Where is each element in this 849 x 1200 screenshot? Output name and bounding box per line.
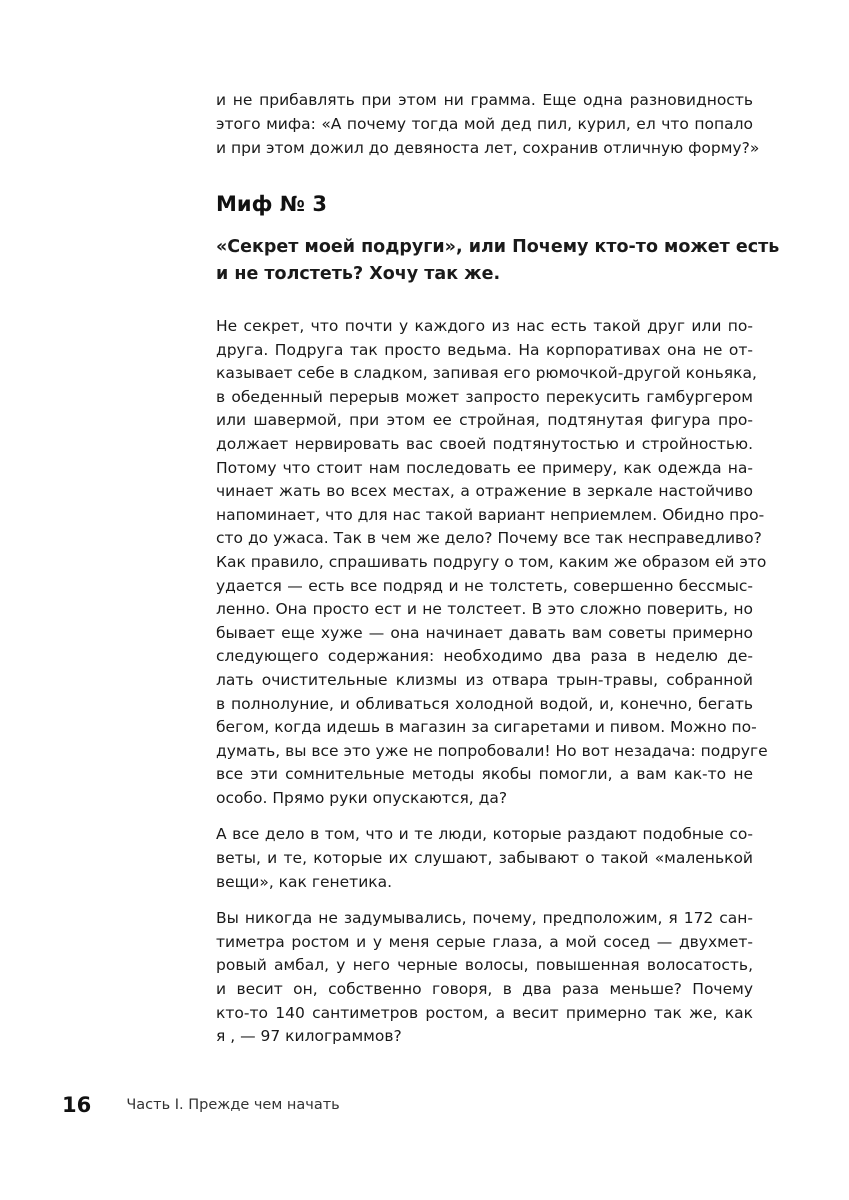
text-line: думать, вы все это уже не попробовали! Но вот незадача: подруге bbox=[216, 741, 768, 760]
page-footer bbox=[62, 1093, 340, 1123]
text-line: лать очистительные клизмы из отвара трын-травы, собранной bbox=[216, 670, 753, 689]
text-line: в обеденный перерыв может запросто перекусить гамбургером bbox=[216, 387, 753, 406]
paragraph bbox=[216, 907, 753, 1049]
section-subheading bbox=[216, 234, 780, 288]
text-line: напоминает, что для нас такой вариант неприемлем. Обидно про- bbox=[216, 505, 765, 524]
text-line: Вы никогда не задумывались, почему, предположим, я 172 сан- bbox=[216, 909, 753, 928]
text-line: или шавермой, при этом ее стройная, подтянутая фигура про- bbox=[216, 411, 753, 430]
text-line: ровый амбал, у него черные волосы, повышенная волосатость, bbox=[216, 956, 753, 975]
text-line: друга. Подруга так просто ведьма. На корпоративах она не от- bbox=[216, 340, 753, 359]
text-line: и весит он, собственно говоря, в два раза меньше? Почему bbox=[216, 980, 753, 999]
text-line: тиметра ростом и у меня серые глаза, а мой сосед — двухмет- bbox=[216, 932, 753, 951]
text-line: Потому что стоит нам последовать ее примеру, как одежда на- bbox=[216, 458, 753, 477]
text-line: Не секрет, что почти у каждого из нас есть такой друг или по- bbox=[216, 317, 753, 335]
section-heading: Миф № 3 bbox=[216, 192, 327, 216]
running-head: Часть I. Прежде чем начать bbox=[126, 1097, 340, 1113]
text-line: этого мифа: «А почему тогда мой дед пил, курил, ел что попало bbox=[216, 115, 753, 133]
paragraph bbox=[216, 823, 753, 894]
text-line: особо. Прямо руки опускаются, да? bbox=[216, 788, 508, 807]
body-text bbox=[216, 315, 768, 1049]
text-line: бывает еще хуже — она начинает давать вам советы примерно bbox=[216, 623, 753, 642]
text-line: казывает себе в сладком, запивая его рюмочкой-другой коньяка, bbox=[216, 364, 757, 383]
text-line: и не прибавлять при этом ни грамма. Еще одна разновидность bbox=[216, 91, 753, 109]
intro-paragraph bbox=[216, 88, 760, 160]
text-line: сто до ужаса. Так в чем же дело? Почему все так несправедливо? bbox=[216, 529, 762, 548]
text-line: кто-то 140 сантиметров ростом, а весит примерно так же, как bbox=[216, 1003, 753, 1022]
subheading-line: и не толстеть? Хочу так же. bbox=[216, 264, 501, 284]
text-line: вещи», как генетика. bbox=[216, 872, 393, 891]
text-line: и при этом дожил до девяноста лет, сохранив отличную форму?» bbox=[216, 139, 760, 157]
page-number: 16 bbox=[62, 1093, 92, 1117]
text-line: веты, и те, которые их слушают, забывают о такой «маленькой bbox=[216, 849, 753, 868]
text-line: следующего содержания: необходимо два раза в неделю де- bbox=[216, 647, 753, 666]
paragraph bbox=[216, 315, 768, 810]
subheading-line: «Секрет моей подруги», или Почему кто-то может есть bbox=[216, 237, 780, 257]
text-line: все эти сомнительные методы якобы помогли, а вам как-то не bbox=[216, 765, 753, 784]
text-line: ленно. Она просто ест и не толстеет. В это сложно поверить, но bbox=[216, 600, 753, 619]
main-text-column bbox=[216, 88, 780, 1062]
text-line: бегом, когда идешь в магазин за сигаретами и пивом. Можно по- bbox=[216, 718, 757, 737]
text-line: А все дело в том, что и те люди, которые раздают подобные со- bbox=[216, 825, 753, 844]
text-line: я , — 97 килограммов? bbox=[216, 1027, 402, 1046]
text-line: чинает жать во всех местах, а отражение в зеркале настойчиво bbox=[216, 482, 753, 501]
text-line: в полнолуние, и обливаться холодной водой, и, конечно, бегать bbox=[216, 694, 753, 713]
text-line: удается — есть все подряд и не толстеть, совершенно бессмыс- bbox=[216, 576, 753, 595]
text-line: Как правило, спрашивать подругу о том, каким же образом ей это bbox=[216, 552, 767, 571]
text-line: должает нервировать вас своей подтянутостью и стройностью. bbox=[216, 434, 753, 453]
